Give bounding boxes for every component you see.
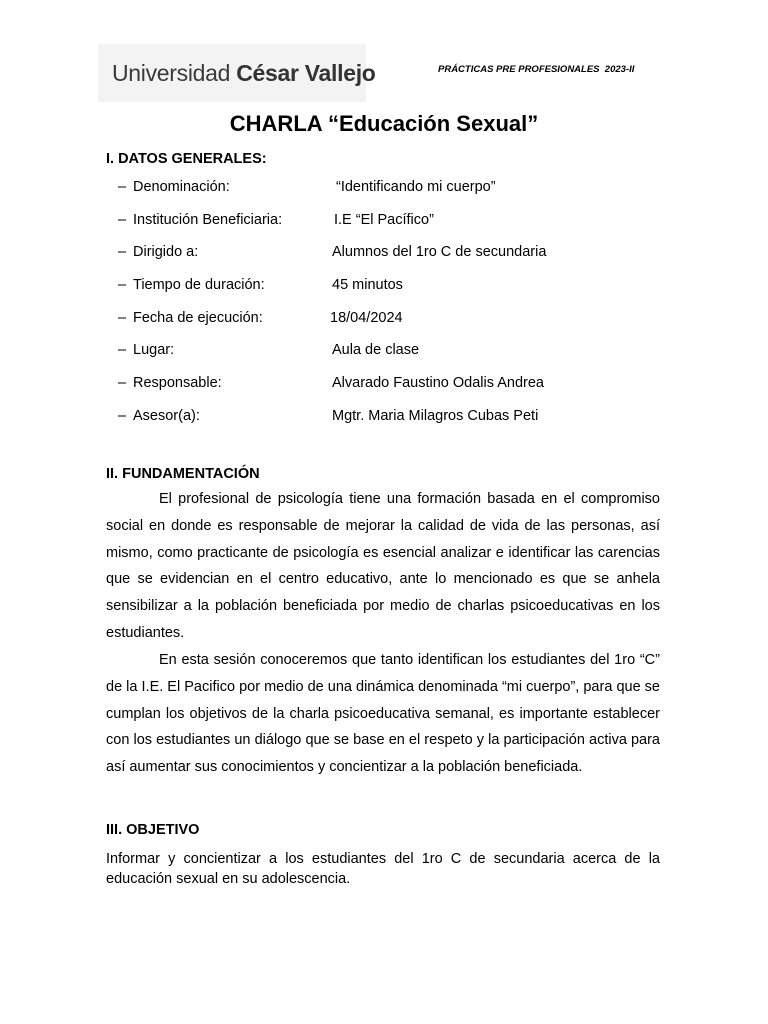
datos-label: Denominación:	[133, 179, 230, 195]
section-heading-datos: I. DATOS GENERALES:	[106, 151, 267, 167]
list-dash: –	[118, 212, 127, 228]
objetivo-paragraph: Informar y concientizar a los estudiantes del 1ro C de secundaria acerca de la educación sexual en su adolescencia.	[106, 851, 660, 887]
list-dash: –	[118, 375, 127, 391]
logo-text: Universidad César Vallejo	[112, 59, 376, 86]
university-logo	[98, 44, 376, 102]
list-dash: –	[118, 179, 127, 195]
datos-value: 45 minutos	[332, 277, 403, 293]
datos-row-tiempo	[118, 277, 678, 297]
datos-label: Fecha de ejecución:	[133, 310, 263, 326]
fundamentacion-paragraph-2: En esta sesión conoceremos que tanto identifican los estudiantes del 1ro “C” de la I.E. El Pacifico por medio de una dinámica denominada “mi cuerpo”, para que se cumplan los objetivos de la charla psicoeducativa semanal, es importante establecer con los estudiantes un diálogo que se base en el respeto y la participación activa para así aumentar sus conocimientos y concientizar a la población beneficiada.	[106, 652, 660, 776]
list-dash: –	[118, 408, 127, 424]
datos-row-fecha	[118, 310, 678, 330]
datos-row-institucion	[118, 212, 678, 232]
datos-label: Dirigido a:	[133, 244, 199, 260]
list-dash: –	[118, 342, 127, 358]
datos-value: Mgtr. Maria Milagros Cubas Peti	[332, 408, 539, 424]
list-dash: –	[118, 310, 127, 326]
section-heading-fundamentacion: II. FUNDAMENTACIÓN	[106, 466, 260, 482]
datos-label: Tiempo de duración:	[133, 277, 265, 293]
datos-label: Responsable:	[133, 375, 222, 391]
datos-value: 18/04/2024	[330, 310, 403, 326]
datos-row-asesor	[118, 408, 678, 428]
datos-value: Alumnos del 1ro C de secundaria	[332, 244, 547, 260]
header-practicas-label: PRÁCTICAS PRE PROFESIONALES 2023-II	[438, 64, 635, 75]
datos-label: Institución Beneficiaria:	[133, 212, 283, 228]
datos-row-responsable	[118, 375, 678, 395]
datos-value: Alvarado Faustino Odalis Andrea	[332, 375, 544, 391]
datos-row-lugar	[118, 342, 678, 362]
section-heading-objetivo: III. OBJETIVO	[106, 822, 200, 838]
datos-label: Lugar:	[133, 342, 175, 358]
datos-value: Aula de clase	[332, 342, 420, 358]
datos-value: “Identificando mi cuerpo”	[336, 179, 496, 195]
datos-row-dirigido	[118, 244, 678, 264]
datos-label: Asesor(a):	[133, 408, 200, 424]
fundamentacion-paragraph-1: El profesional de psicología tiene una formación basada en el compromiso social en donde es responsable de mejorar la calidad de vida de las personas, así mismo, como practicante de psicología es esencial analizar e identificar las carencias que se evidencian en el centro educativo, ante lo mencionado es que se anhela sensibilizar a la población beneficiada por medio de charlas psicoeducativas en los estudiantes.	[106, 491, 660, 641]
list-dash: –	[118, 244, 127, 260]
page-title: CHARLA “Educación Sexual”	[229, 111, 539, 136]
datos-value: I.E “El Pacífico”	[334, 212, 434, 228]
datos-row-denominacion	[118, 179, 678, 199]
list-dash: –	[118, 277, 127, 293]
